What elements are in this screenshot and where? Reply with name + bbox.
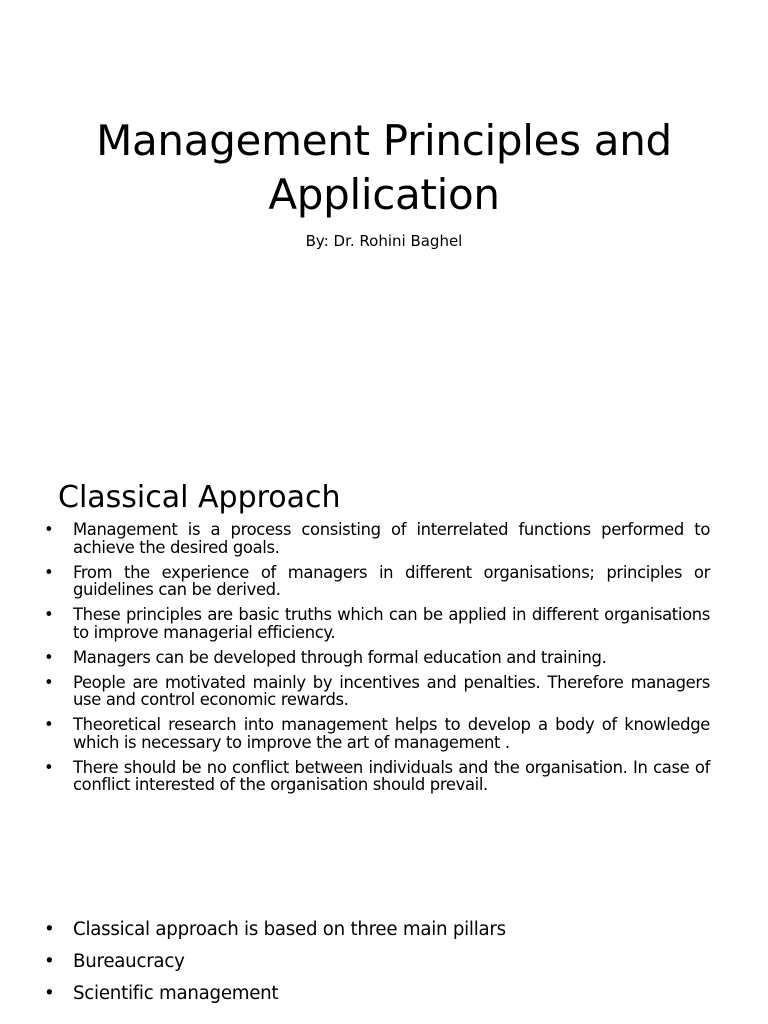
list-item-text: Managers can be developed through formal education and training. (73, 647, 607, 667)
list-item-text: Scientific management (73, 983, 279, 1004)
bullet-icon: • (44, 715, 54, 734)
list-item-text: People are motivated mainly by incentives and penalties. Therefore managers use and control economic rewards. (73, 672, 710, 709)
list-item (44, 606, 710, 641)
list-item-text: Bureaucracy (73, 951, 185, 972)
title-slide (0, 0, 768, 430)
list-item (44, 918, 710, 942)
list-item-text: Management is a process consisting of interrelated functions performed to achieve the desired goals. (73, 520, 710, 557)
bullet-icon: • (44, 951, 55, 972)
slide-heading: Classical Approach (58, 480, 341, 515)
bullet-icon: • (44, 983, 55, 1004)
list-item-text: From the experience of managers in different organisations; principles or guidelines can be derived. (73, 562, 710, 599)
bullet-icon: • (44, 562, 54, 582)
author-subtitle: By: Dr. Rohini Baghel (305, 232, 463, 250)
title-line-2: Application (268, 170, 500, 219)
list-item (44, 649, 710, 667)
pillars-slide (0, 860, 768, 1024)
bullet-icon: • (44, 605, 54, 624)
list-item (44, 759, 710, 794)
list-item-text: There should be no conflict between individuals and the organisation. In case of conflict interested of the organisation should prevail. (73, 757, 710, 794)
presentation-title (40, 114, 728, 222)
list-item (44, 674, 710, 709)
list-item (44, 950, 710, 974)
list-item (44, 564, 710, 599)
classical-approach-slide (0, 430, 768, 860)
list-item (44, 716, 710, 751)
list-item-text: Classical approach is based on three main pillars (73, 919, 506, 940)
list-item (44, 982, 710, 1006)
bullet-list (44, 521, 710, 801)
pillars-list (44, 918, 710, 1014)
title-line-1: Management Principles and (96, 116, 672, 165)
list-item (44, 521, 710, 556)
bullet-icon: • (44, 757, 54, 777)
bullet-icon: • (44, 520, 54, 539)
bullet-icon: • (44, 672, 54, 692)
bullet-icon: • (44, 647, 54, 667)
list-item-text: These principles are basic truths which can be applied in different organisations to improve managerial efficiency. (73, 605, 710, 642)
list-item-text: Theoretical research into management helps to develop a body of knowledge which is necessary to improve the art of management . (73, 715, 710, 752)
bullet-icon: • (44, 919, 55, 940)
